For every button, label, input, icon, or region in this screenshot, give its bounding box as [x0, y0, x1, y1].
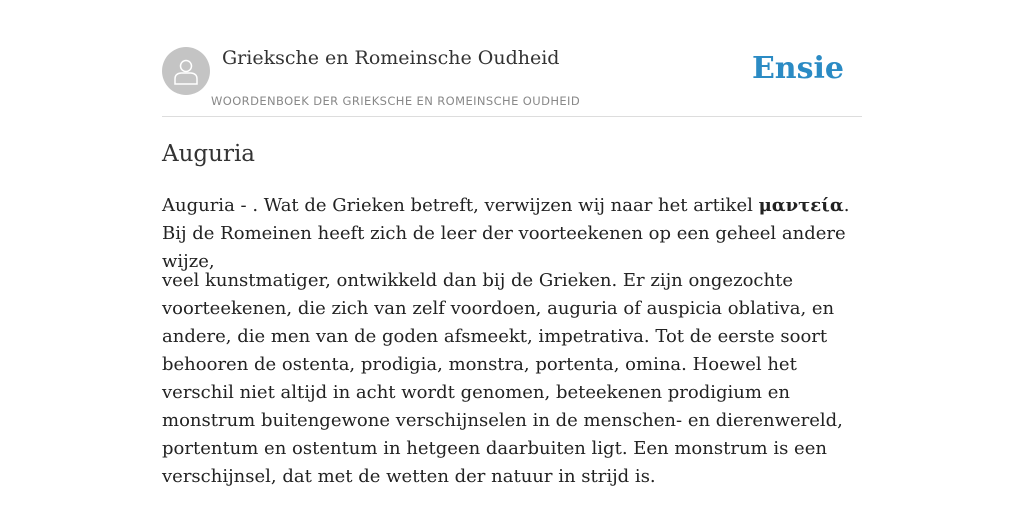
user-avatar-icon[interactable]	[162, 47, 210, 95]
article-page	[162, 0, 862, 487]
entry-title: Auguria	[162, 141, 256, 167]
entry-text: Auguria - . Wat de Grieken betreft, verwijzen wij naar het artikel	[162, 195, 759, 216]
entry-paragraph-2: veel kunstmatiger, ontwikkeld dan bij de Grieken. Er zijn ongezochte voorteekenen, die zich van zelf voordoen, auguria of auspicia oblativa, en andere, die men van de goden afsmeekt, impetrativa. Tot de eerste soort behooren de ostenta, prodigia, monstra, portenta, omina. Hoewel het verschil niet altijd in acht wordt genomen, beteekenen prodigium en monstrum buitengewone verschijnselen in de menschen- en dierenwereld, portentum en ostentum in hetgeen daarbuiten ligt. Een monstrum is een verschijnsel, dat met de wetten der natuur in strijd is.	[162, 270, 843, 487]
user-outline-icon	[173, 57, 199, 85]
entry-paragraph-1	[162, 192, 862, 276]
greek-term-link[interactable]: μαντεία	[758, 195, 844, 216]
entry-text: . Bij de Romeinen heeft zich de leer der voorteekenen op een geheel andere wijze,	[162, 195, 850, 272]
source-subtitle[interactable]: WOORDENBOEK DER GRIEKSCHE EN ROMEINSCHE OUDHEID	[211, 94, 581, 108]
source-title[interactable]: Grieksche en Romeinsche Oudheid	[222, 47, 560, 69]
ensie-logo[interactable]: Ensie	[751, 51, 844, 86]
source-header	[162, 0, 862, 117]
